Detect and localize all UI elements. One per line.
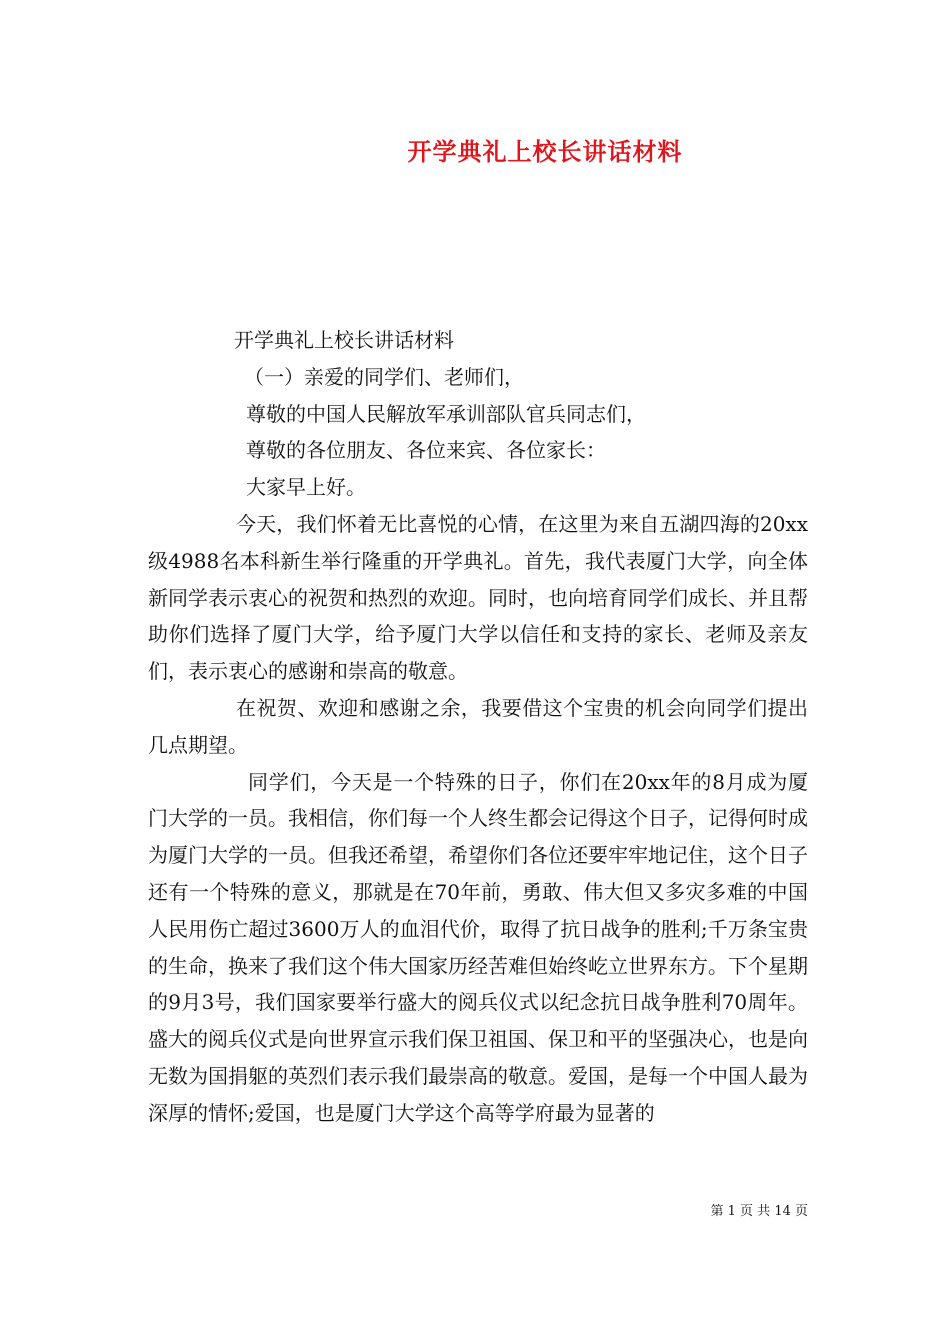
greeting-line: 大家早上好。 — [246, 475, 366, 500]
body-paragraph: 同学们，今天是一个特殊的日子，你们在20xx年的8月成为厦门大学的一员。我相信，你们每一个人终生都会记得这个日子，记得何时成为厦门大学的一员。但我还希望，希望你们各位还要牢牢地记住，这个日子还有一个特殊的意义，那就是在70年前，勇敢、伟大但又多灾多难的中国人民用伤亡超过3600万人的血泪代价，取得了抗日战争的胜利;千万条宝贵的生命，换来了我们这个伟大国家历经苦难但始终屹立世界东方。下个星期的9月3号，我们国家要举行盛大的阅兵仪式以纪念抗日战争胜利70周年。盛大的阅兵仪式是向世界宣示我们保卫祖国、保卫和平的坚强决心，也是向无数为国捐躯的英烈们表示我们最崇高的敬意。爱国，是每一个中国人最为深厚的情怀;爱国，也是厦门大学这个高等学府最为显著的 — [148, 769, 808, 1125]
salutation-line: 尊敬的各位朋友、各位来宾、各位家长： — [246, 438, 606, 463]
document-body — [148, 322, 808, 1132]
body-paragraph: 在祝贺、欢迎和感谢之余，我要借这个宝贵的机会向同学们提出几点期望。 — [148, 695, 808, 757]
salutation-line: 尊敬的中国人民解放军承训部队官兵同志们， — [246, 401, 646, 426]
body-paragraph: 今天，我们怀着无比喜悦的心情，在这里为来自五湖四海的20xx级4988名本科新生举行隆重的开学典礼。首先，我代表厦门大学，向全体新同学表示衷心的祝贺和热烈的欢迎。同时，也向培育同学们成长、并且帮助你们选择了厦门大学，给予厦门大学以信任和支持的家长、老师及亲友们，表示衷心的感谢和崇高的敬意。 — [148, 511, 808, 684]
page-number: 第 1 页 共 14 页 — [710, 1204, 808, 1219]
document-heading: 开学典礼上校长讲话材料 — [234, 328, 454, 352]
salutation-line: （一）亲爱的同学们、老师们， — [244, 364, 524, 389]
document-title: 开学典礼上校长讲话材料 — [407, 137, 683, 166]
